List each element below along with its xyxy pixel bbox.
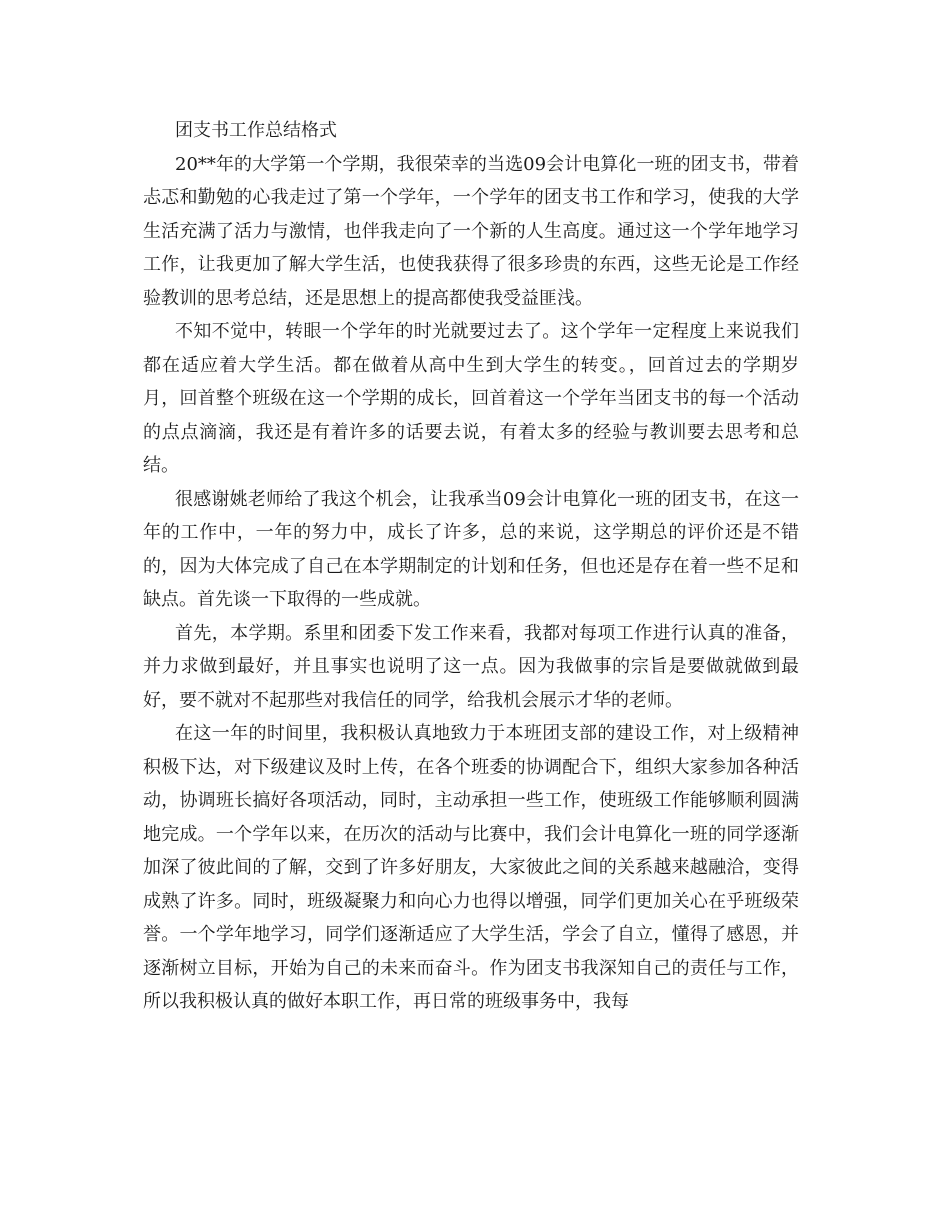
paragraph-1: 20**年的大学第一个学期，我很荣幸的当选09会计电算化一班的团支书，带着忐忑和勤勉的心我走过了第一个学年，一个学年的团支书工作和学习，使我的大学生活充满了活力与激情，也伴我走向了一个新的人生高度。通过这一个学年地学习工作，让我更加了解大学生活，也使我获得了很多珍贵的东西，这些无论是工作经验教训的思考总结，还是思想上的提高都使我受益匪浅。 xyxy=(143,153,799,309)
document-title: 团支书工作总结格式 xyxy=(175,120,337,141)
paragraph-5: 在这一年的时间里，我积极认真地致力于本班团支部的建设工作，对上级精神积极下达，对下级建议及时上传，在各个班委的协调配合下，组织大家参加各种活动，协调班长搞好各项活动，同时，主动承担一些工作，使班级工作能够顺利圆满地完成。一个学年以来，在历次的活动与比赛中，我们会计电算化一班的同学逐渐加深了彼此间的了解，交到了许多好朋友，大家彼此之间的关系越来越融洽，变得成熟了许多。同时，班级凝聚力和向心力也得以增强，同学们更加关心在乎班级荣誉。一个学年地学习，同学们逐渐适应了大学生活，学会了自立，懂得了感恩，并逐渐树立目标，开始为自己的未来而奋斗。作为团支书我深知自己的责任与工作，所以我积极认真的做好本职工作，再日常的班级事务中，我每 xyxy=(143,723,799,1012)
document-body xyxy=(143,114,799,1019)
paragraph-4: 首先，本学期。系里和团委下发工作来看，我都对每项工作进行认真的准备，并力求做到最好，并且事实也说明了这一点。因为我做事的宗旨是要做就做到最好，要不就对不起那些对我信任的同学，给我机会展示才华的老师。 xyxy=(143,622,799,711)
paragraph-2: 不知不觉中，转眼一个学年的时光就要过去了。这个学年一定程度上来说我们都在适应着大学生活。都在做着从高中生到大学生的转变。，回首过去的学期岁月，回首整个班级在这一个学期的成长，回首着这一个学年当团支书的每一个活动的点点滴滴，我还是有着许多的话要去说，有着太多的经验与教训要去思考和总结。 xyxy=(143,321,799,476)
paragraph-3: 很感谢姚老师给了我这个机会，让我承当09会计电算化一班的团支书，在这一年的工作中，一年的努力中，成长了许多，总的来说，这学期总的评价还是不错的，因为大体完成了自己在本学期制定的计划和任务，但也还是存在着一些不足和缺点。首先谈一下取得的一些成就。 xyxy=(143,488,799,610)
